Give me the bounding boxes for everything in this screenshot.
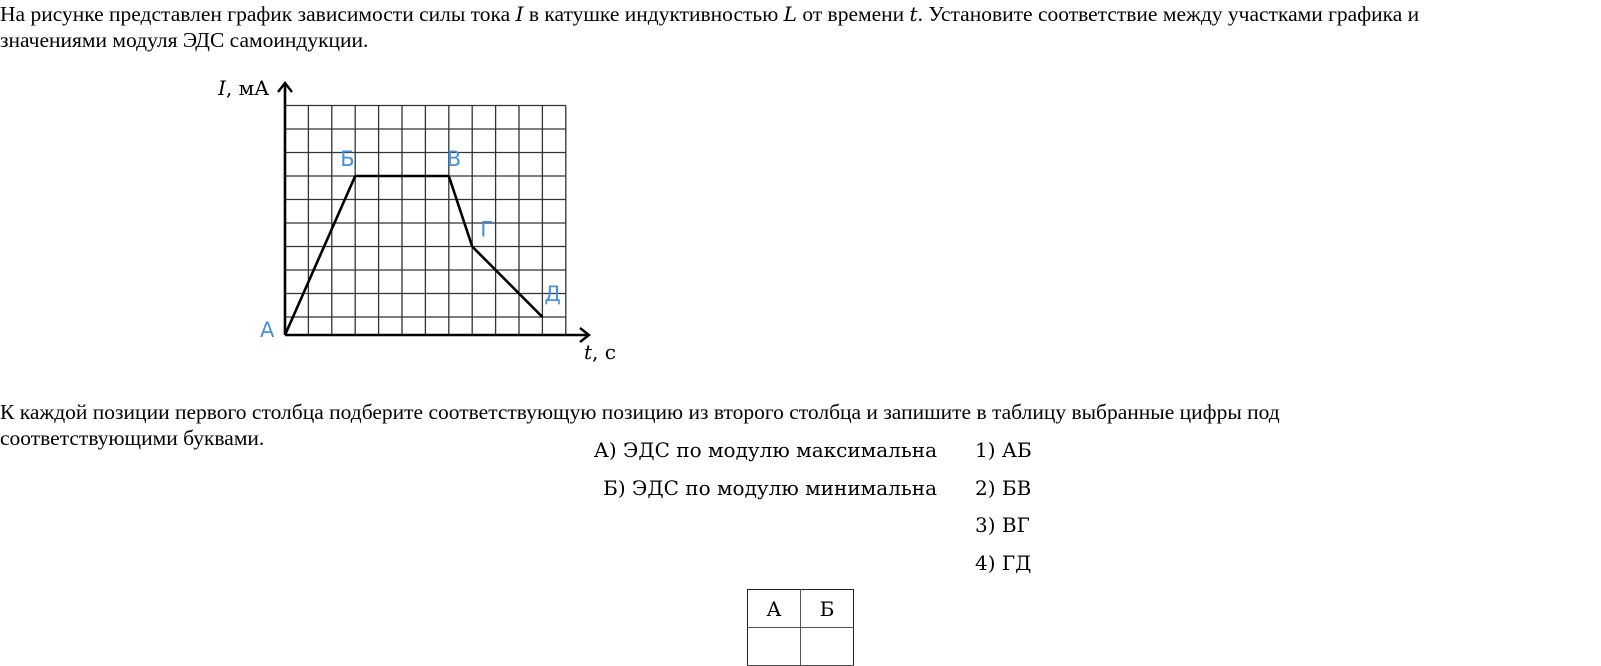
option-key: А) <box>593 438 617 462</box>
problem-line-2: значениями модуля ЭДС самоиндукции. <box>0 28 369 52</box>
variable-current: I <box>515 2 524 26</box>
choice-text: ГД <box>1001 551 1032 575</box>
choice-key: 1) <box>975 438 996 462</box>
choice-text: АБ <box>1001 438 1032 462</box>
x-axis-label: t, с <box>584 340 616 364</box>
instruction-line-1: К каждой позиции первого столбца подберите соответствующую позицию из второго столбца и запишите в таблицу выбранные цифры под <box>0 400 1280 424</box>
grid <box>285 106 566 336</box>
choice-4 <box>975 551 1031 575</box>
text: от времени <box>796 2 910 26</box>
option-text: ЭДС по модулю минимальна <box>632 476 937 500</box>
answer-cell-b[interactable] <box>801 628 854 666</box>
y-axis-label: I, мА <box>218 76 270 100</box>
option-b <box>603 476 937 500</box>
point-label: В <box>446 147 462 171</box>
instruction-line-2: соответствующими буквами. <box>0 426 265 450</box>
point-label: Д <box>544 282 561 306</box>
choice-key: 2) <box>975 476 996 500</box>
choice-key: 4) <box>975 551 996 575</box>
answer-header-a: А <box>748 590 801 628</box>
text: На рисунке представлен график зависимости силы тока <box>0 2 516 26</box>
choice-2 <box>975 476 1031 500</box>
text: в катушке индуктивностью <box>523 2 784 26</box>
choice-1 <box>975 438 1032 462</box>
text: . Установите соответствие между участками графика и <box>917 2 1420 26</box>
point-label: Б <box>340 147 355 171</box>
choice-text: БВ <box>1001 476 1032 500</box>
answer-cell-a[interactable] <box>748 628 801 666</box>
point-label: Г <box>480 217 494 242</box>
choice-text: ВГ <box>1001 513 1030 537</box>
option-key: Б) <box>603 476 626 500</box>
answer-table <box>747 589 854 666</box>
variable-time: t <box>909 2 918 26</box>
choice-key: 3) <box>975 513 996 537</box>
choice-3 <box>975 513 1030 537</box>
variable-inductance: L <box>783 2 797 26</box>
point-label: А <box>260 318 275 342</box>
option-text: ЭДС по модулю максимальна <box>623 438 937 462</box>
option-a <box>594 438 937 462</box>
answer-header-b: Б <box>801 590 854 628</box>
